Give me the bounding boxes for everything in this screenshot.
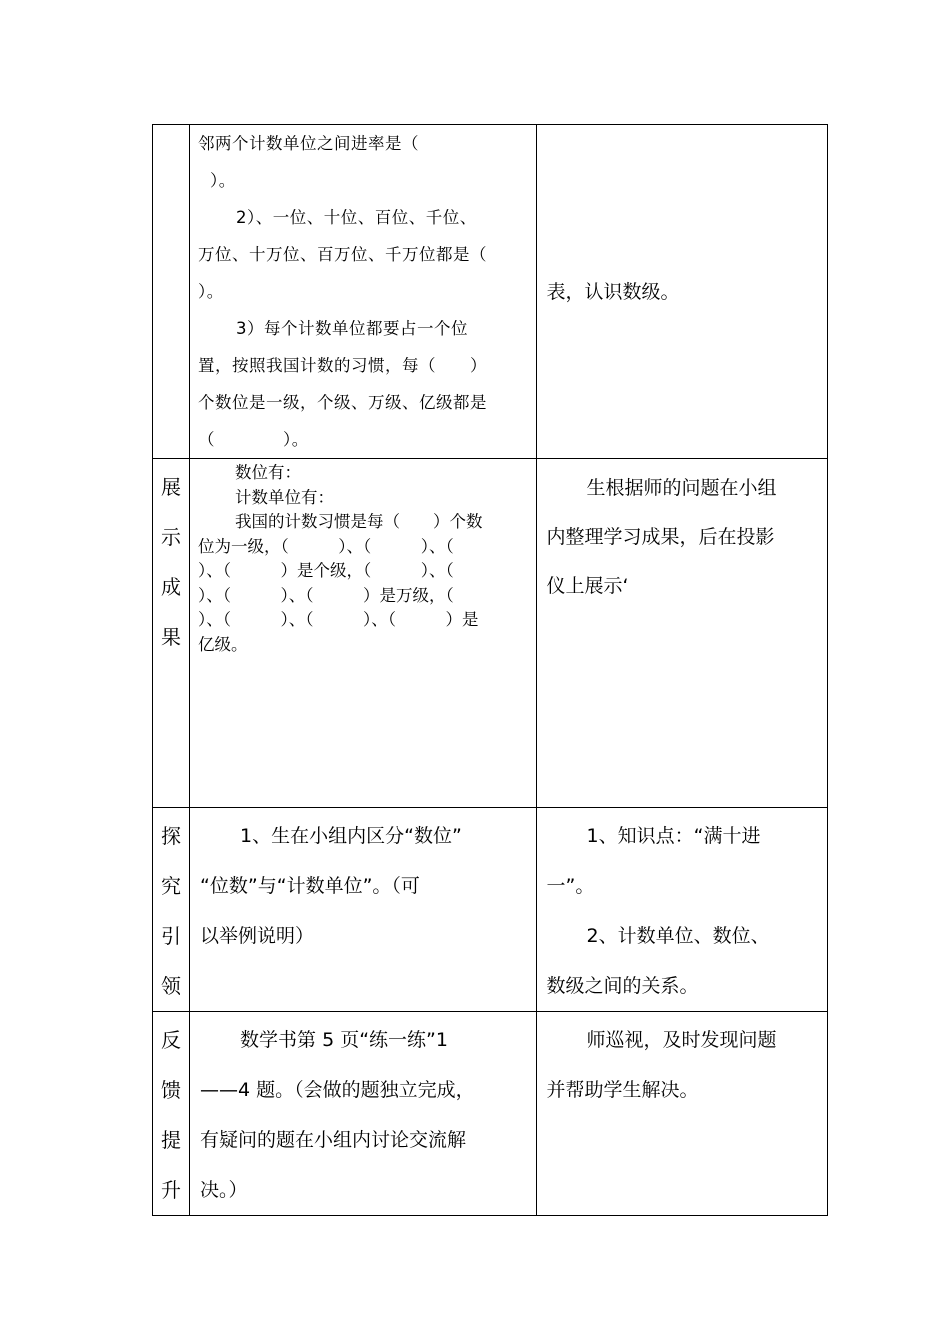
label-char: 提 — [161, 1128, 182, 1152]
text-line: 置，按照我国计数的习惯，每（ ） — [198, 356, 488, 375]
label-char: 馈 — [161, 1078, 182, 1102]
text-line: 生根据师的问题在小组 — [586, 477, 777, 499]
row-label-cell — [153, 459, 190, 808]
text-line: 数级之间的关系。 — [546, 975, 699, 997]
text-line: 万位、十万位、百万位、千万位都是（ — [198, 245, 488, 264]
label-char: 反 — [161, 1028, 182, 1052]
teacher-cell — [536, 1012, 827, 1216]
text-line: 仪上展示‘ — [546, 575, 629, 597]
label-char: 升 — [161, 1178, 182, 1202]
row-label-cell — [153, 808, 190, 1012]
text-line: 以举例说明） — [200, 925, 315, 947]
label-char: 示 — [161, 525, 182, 549]
text-line: 有疑问的题在小组内讨论交流解 — [200, 1129, 467, 1151]
activity-cell — [190, 808, 537, 1012]
text-line: “位数”与“计数单位”。（可 — [200, 875, 420, 897]
label-char: 究 — [161, 874, 182, 898]
text-line: 并帮助学生解决。 — [546, 1079, 699, 1101]
text-line: 2、计数单位、数位、 — [586, 925, 770, 947]
activity-cell — [190, 125, 537, 459]
text-line: 亿级。 — [198, 634, 248, 654]
text-line: 个数位是一级，个级、万级、亿级都是 — [198, 393, 488, 412]
row-label-cell — [153, 125, 190, 459]
row-label-cell — [153, 1012, 190, 1216]
text-line: 师巡视，及时发现问题 — [586, 1029, 777, 1051]
table-row — [153, 459, 828, 808]
text-line: ）、（ ）、（ ）是万级，（ — [198, 585, 454, 605]
text-line: 表，认识数级。 — [546, 281, 680, 303]
text-line: 1、生在小组内区分“数位” — [240, 825, 462, 847]
text-line: ）、（ ）、（ ）、（ ）是 — [198, 610, 479, 629]
text-line: 决。） — [200, 1179, 248, 1201]
table-row — [153, 808, 828, 1012]
label-char: 领 — [161, 974, 182, 998]
text-line: ——4 题。（会做的题独立完成， — [200, 1079, 475, 1101]
text-line: ）。 — [210, 171, 236, 190]
text-line: 内整理学习成果，后在投影 — [546, 526, 775, 548]
text-line: 1、知识点：“满十进 — [586, 825, 761, 847]
table-row — [153, 1012, 828, 1216]
label-char: 探 — [161, 824, 182, 848]
text-line: 我国的计数习惯是每（ ）个数 — [235, 512, 483, 531]
lesson-table — [152, 124, 828, 1216]
label-char: 果 — [161, 625, 182, 649]
label-char: 引 — [161, 924, 182, 948]
text-line: 计数单位有： — [235, 487, 335, 507]
teacher-cell — [536, 125, 827, 459]
activity-cell — [190, 1012, 537, 1216]
label-char: 展 — [161, 475, 182, 499]
text-line: ）。 — [198, 282, 224, 301]
text-line: 2）、一位、十位、百位、千位、 — [236, 208, 477, 227]
text-line: ）、（ ）是个级，（ ）、（ — [198, 561, 454, 580]
teacher-cell — [536, 459, 827, 808]
label-char: 成 — [161, 575, 182, 599]
text-line: 3）每个计数单位都要占一个位 — [236, 319, 469, 338]
text-line: 一”。 — [546, 875, 595, 897]
text-line: 位为一级，（ ）、（ ）、（ — [198, 536, 454, 556]
text-line: （ ）。 — [198, 430, 309, 449]
text-line: 数位有： — [235, 463, 302, 482]
text-line: 邻两个计数单位之间进率是（ — [198, 134, 420, 153]
text-line: 数学书第 5 页“练一练”1 — [240, 1029, 448, 1051]
teacher-cell — [536, 808, 827, 1012]
table-row — [153, 125, 828, 459]
activity-cell — [190, 459, 537, 808]
